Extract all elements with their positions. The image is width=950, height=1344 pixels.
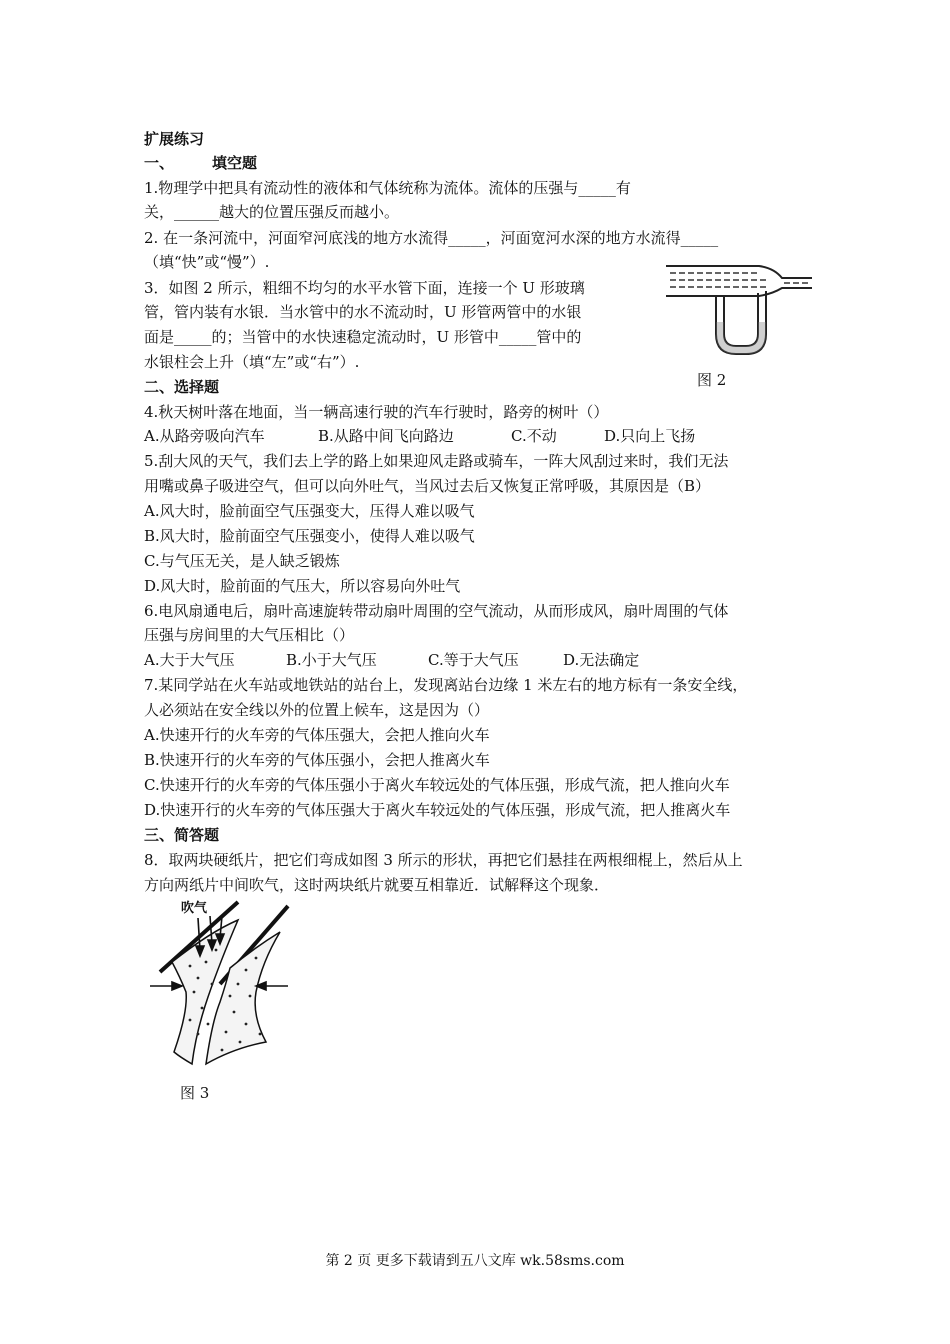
figure-3-paper-cards-diagram	[150, 892, 290, 1078]
section-3-title: 三、简答题	[144, 826, 220, 844]
q6-option-a: A.大于大气压	[144, 651, 235, 669]
q7-line-2: 人必须站在安全线以外的位置上候车，这是因为（）	[144, 701, 490, 719]
q6-line-2: 压强与房间里的大气压相比（）	[144, 626, 355, 644]
q2-line-2: （填“快”或“慢”）.	[144, 253, 270, 271]
section-1-label: 填空题	[212, 154, 258, 172]
q3-line-4: 水银柱会上升（填“左”或“右”）.	[144, 353, 360, 371]
q5-option-a: A.风大时，脸前面空气压强变大，压得人难以吸气	[144, 502, 475, 520]
q8-line-1: 8．取两块硬纸片，把它们弯成如图 3 所示的形状，再把它们悬挂在两根细棍上，然后从上	[144, 851, 743, 869]
figure-2-u-tube-diagram	[664, 262, 814, 362]
q4-stem: 4.秋天树叶落在地面，当一辆高速行驶的汽车行驶时，路旁的树叶（）	[144, 403, 609, 421]
figure-2-caption: 图 2	[697, 371, 727, 389]
q2-line-1: 2. 在一条河流中，河面窄河底浅的地方水流得_____，河面宽河水深的地方水流得_____	[144, 229, 719, 247]
q5-option-b: B.风大时，脸前面空气压强变小，使得人难以吸气	[144, 527, 475, 545]
q6-option-c: C.等于大气压	[428, 651, 519, 669]
q7-line-1: 7.某同学站在火车站或地铁站的站台上，发现离站台边缘 1 米左右的地方标有一条安全线，	[144, 676, 748, 694]
figure-3-drawing	[150, 892, 290, 1078]
q3-line-1: 3．如图 2 所示，粗细不均匀的水平水管下面，连接一个 U 形玻璃	[144, 279, 585, 297]
q5-line-2: 用嘴或鼻子吸进空气，但可以向外吐气，当风过去后又恢复正常呼吸，其原因是（B）	[144, 477, 711, 495]
q6-line-1: 6.电风扇通电后，扇叶高速旋转带动扇叶周围的空气流动，从而形成风，扇叶周围的气体	[144, 602, 729, 620]
q1-line-2: 关，______越大的位置压强反而越小。	[144, 203, 400, 221]
q5-line-1: 5.刮大风的天气，我们去上学的路上如果迎风走路或骑车，一阵大风刮过来时，我们无法	[144, 452, 729, 470]
q6-option-b: B.小于大气压	[286, 651, 377, 669]
q8-line-2: 方向两纸片中间吹气，这时两块纸片就要互相靠近．试解释这个现象．	[144, 876, 610, 894]
q4-option-d: D.只向上飞扬	[604, 427, 696, 445]
q3-line-3: 面是_____的；当管中的水快速稳定流动时，U 形管中_____管中的	[144, 328, 582, 346]
figure-3-blow-label: 吹气	[181, 901, 208, 916]
section-2-title: 二、选择题	[144, 378, 220, 396]
q7-option-a: A.快速开行的火车旁的气体压强大，会把人推向火车	[144, 726, 490, 744]
q5-option-d: D.风大时，脸前面的气压大，所以容易向外吐气	[144, 577, 461, 595]
section-1-title	[144, 151, 258, 175]
q4-option-c: C.不动	[511, 427, 557, 445]
q6-option-d: D.无法确定	[563, 651, 640, 669]
page-heading: 扩展练习	[144, 130, 205, 148]
section-1-number: 一、	[144, 154, 175, 172]
q5-option-c: C.与气压无关，是人缺乏锻炼	[144, 552, 340, 570]
q1-line-1: 1.物理学中把具有流动性的液体和气体统称为流体。流体的压强与_____有	[144, 179, 631, 197]
q4-option-b: B.从路中间飞向路边	[318, 427, 454, 445]
q4-option-a: A.从路旁吸向汽车	[144, 427, 265, 445]
q7-option-b: B.快速开行的火车旁的气体压强小，会把人推离火车	[144, 751, 490, 769]
figure-3-caption: 图 3	[180, 1084, 210, 1102]
q3-line-2: 管，管内装有水银．当水管中的水不流动时，U 形管两管中的水银	[144, 303, 582, 321]
q7-option-d: D.快速开行的火车旁的气体压强大于离火车较远处的气体压强，形成气流，把人推离火车	[144, 801, 731, 819]
page-footer: 第 2 页 更多下载请到五八文库 wk.58sms.com	[325, 1253, 625, 1269]
q7-option-c: C.快速开行的火车旁的气体压强小于离火车较远处的气体压强，形成气流，把人推向火车	[144, 776, 730, 794]
